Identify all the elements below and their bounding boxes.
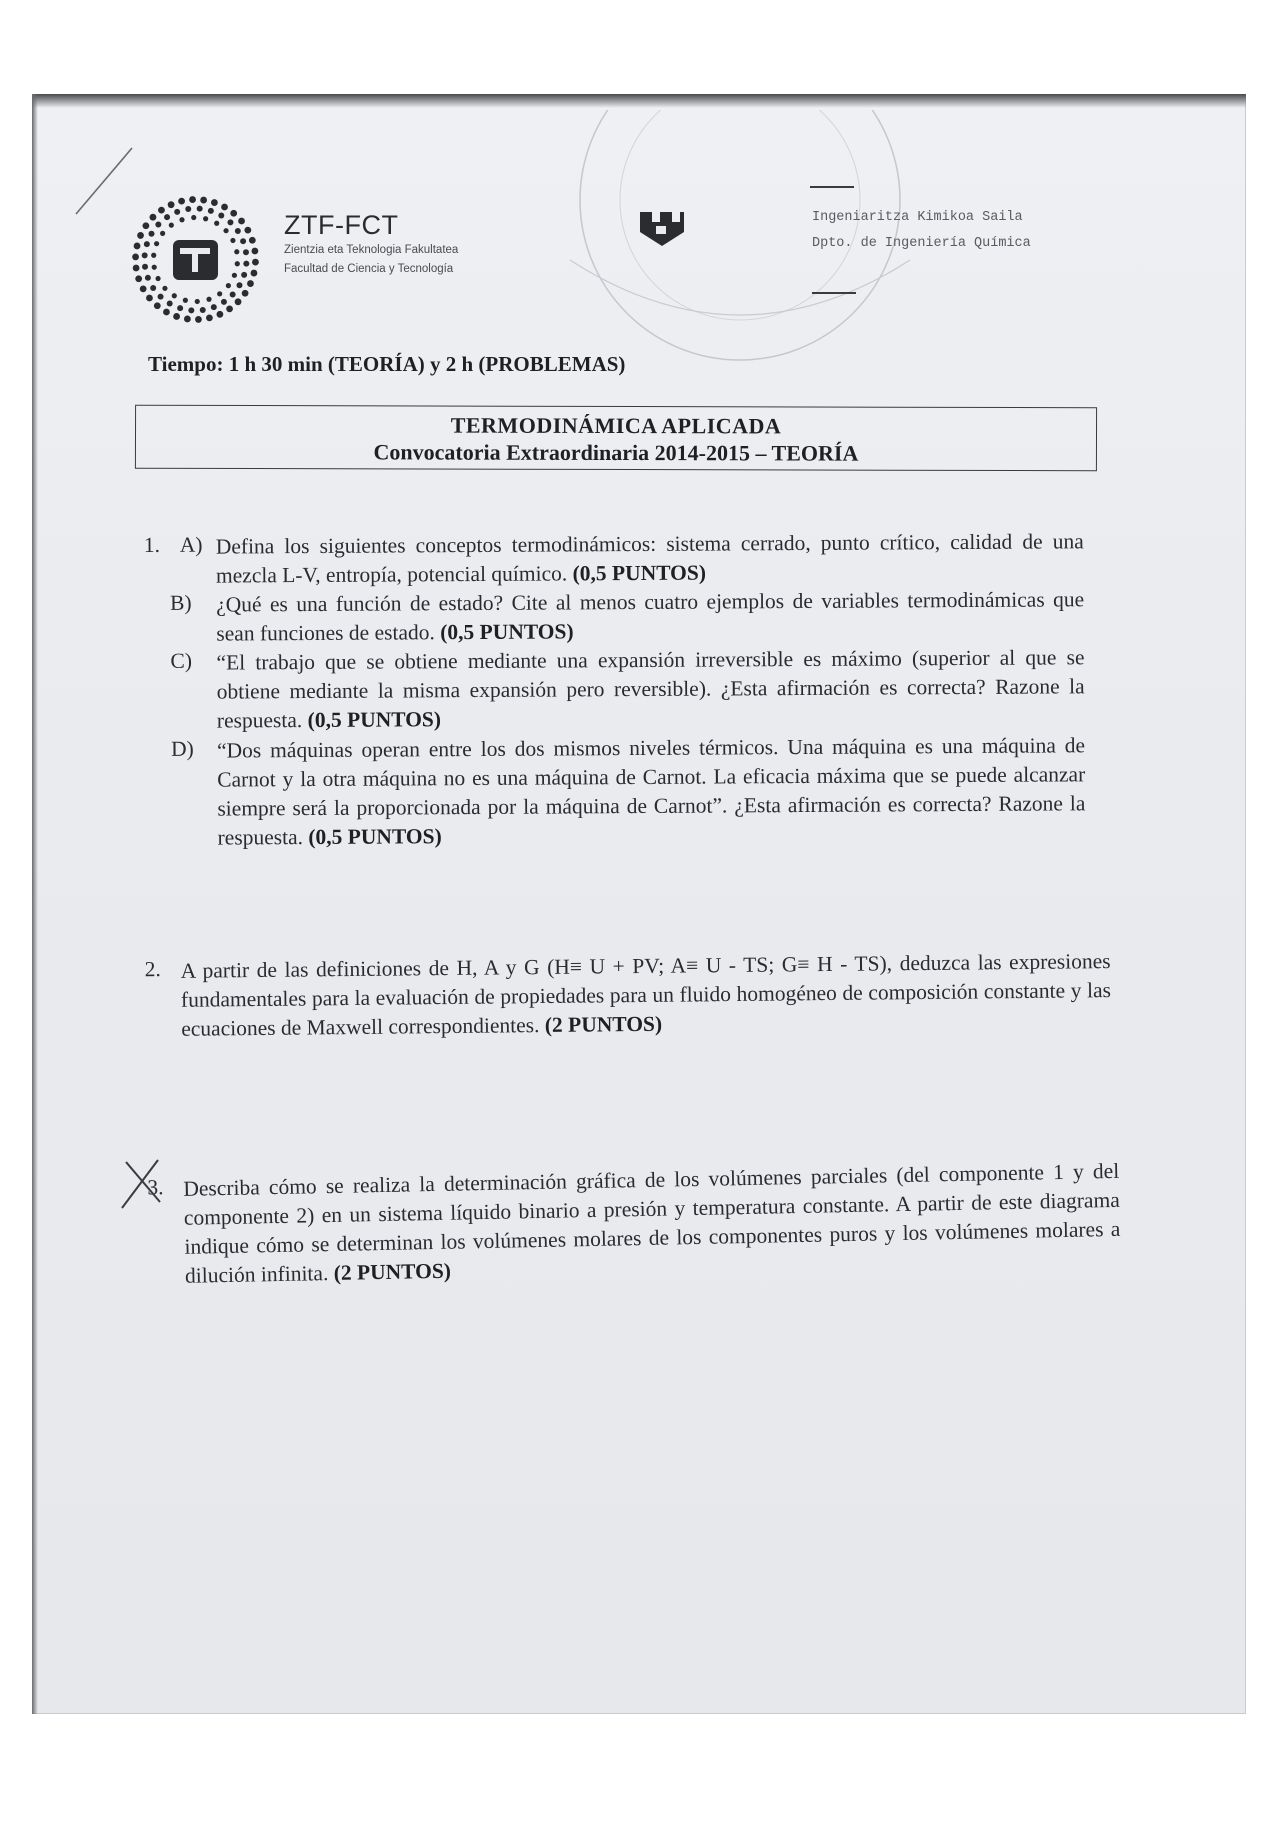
question-points: (0,5 PUNTOS): [307, 707, 442, 733]
handwritten-cross-mark: [116, 1154, 176, 1214]
subquestion-label: B): [170, 590, 192, 615]
subquestion-label: A): [179, 532, 203, 557]
question-points: (2 PUNTOS): [333, 1258, 452, 1285]
exam-time-line: Tiempo: 1 h 30 min (TEORÍA) y 2 h (PROBLEMAS): [148, 352, 626, 376]
subquestion-label: C): [170, 648, 193, 673]
question-number: 3.: [147, 1175, 164, 1200]
question-number: 1.: [143, 532, 160, 558]
question-points: (0,5 PUNTOS): [308, 824, 442, 850]
question-text: Describa cómo se realiza la determinación gráfica de los volúmenes parciales (del componente 1 y del componente 2) en un sistema líquido binario a presión y temperatura constante. A partir de este diagrama indique cómo se determinan los volúmenes molares de los componentes puros y los volúmenes molares a dilución infinita.: [183, 1158, 1121, 1288]
logo-subtitle-basque: Zientzia eta Teknologia Fakultatea: [284, 244, 459, 256]
logo-title: ZTF-FCT: [284, 210, 399, 240]
question-points: (2 PUNTOS): [544, 1011, 663, 1038]
department-name-spanish: Dpto. de Ingeniería Química: [812, 236, 1031, 251]
question-points: (0,5 PUNTOS): [440, 619, 574, 645]
question-text: “Dos máquinas operan entre los dos mismos niveles térmicos. Una máquina es una máquina de Carnot y la otra máquina no es una máquina de Carnot. La eficacia máxima que se puede alcanzar siempre será la proporcionada por la máquina de Carnot”. ¿Esta afirmación es correcta? Razone la respuesta.: [216, 733, 1086, 850]
subquestion-label: D): [170, 736, 194, 761]
course-title: TERMODINÁMICA APLICADA: [450, 412, 782, 439]
question-text: ¿Qué es una función de estado? Cite al menos cuatro ejemplos de variables termodinámicas que sean funciones de estado.: [216, 587, 1085, 646]
question-text: “El trabajo que se obtiene mediante una expansión irreversible es máximo (superior al que se obtiene mediante la misma expansión pero reversible). ¿Esta afirmación es correcta? Razone la respuesta.: [216, 645, 1085, 733]
exam-session-title: Convocatoria Extraordinaria 2014-2015 – TEORÍA: [373, 439, 859, 466]
question-text: Defina los siguientes conceptos termodinámicos: sistema cerrado, punto crítico, calidad de una mezcla L-V, entropía, potencial químico.: [215, 529, 1084, 588]
question-text: A partir de las definiciones de H, A y G (H≡ U + PV; A≡ U - TS; G≡ H - TS), deduzca las expresiones fundamentales para la evaluación de propiedades para un fluido homogéneo de composición constante y las ecuaciones de Maxwell correspondientes.: [180, 949, 1112, 1041]
question-3-body: [183, 1157, 1121, 1291]
question-number: 2.: [144, 957, 161, 982]
logo-subtitle-spanish: Facultad de Ciencia y Tecnología: [284, 263, 454, 275]
department-name-basque: Ingeniaritza Kimikoa Saila: [812, 210, 1023, 225]
question-points: (0,5 PUNTOS): [572, 560, 707, 586]
